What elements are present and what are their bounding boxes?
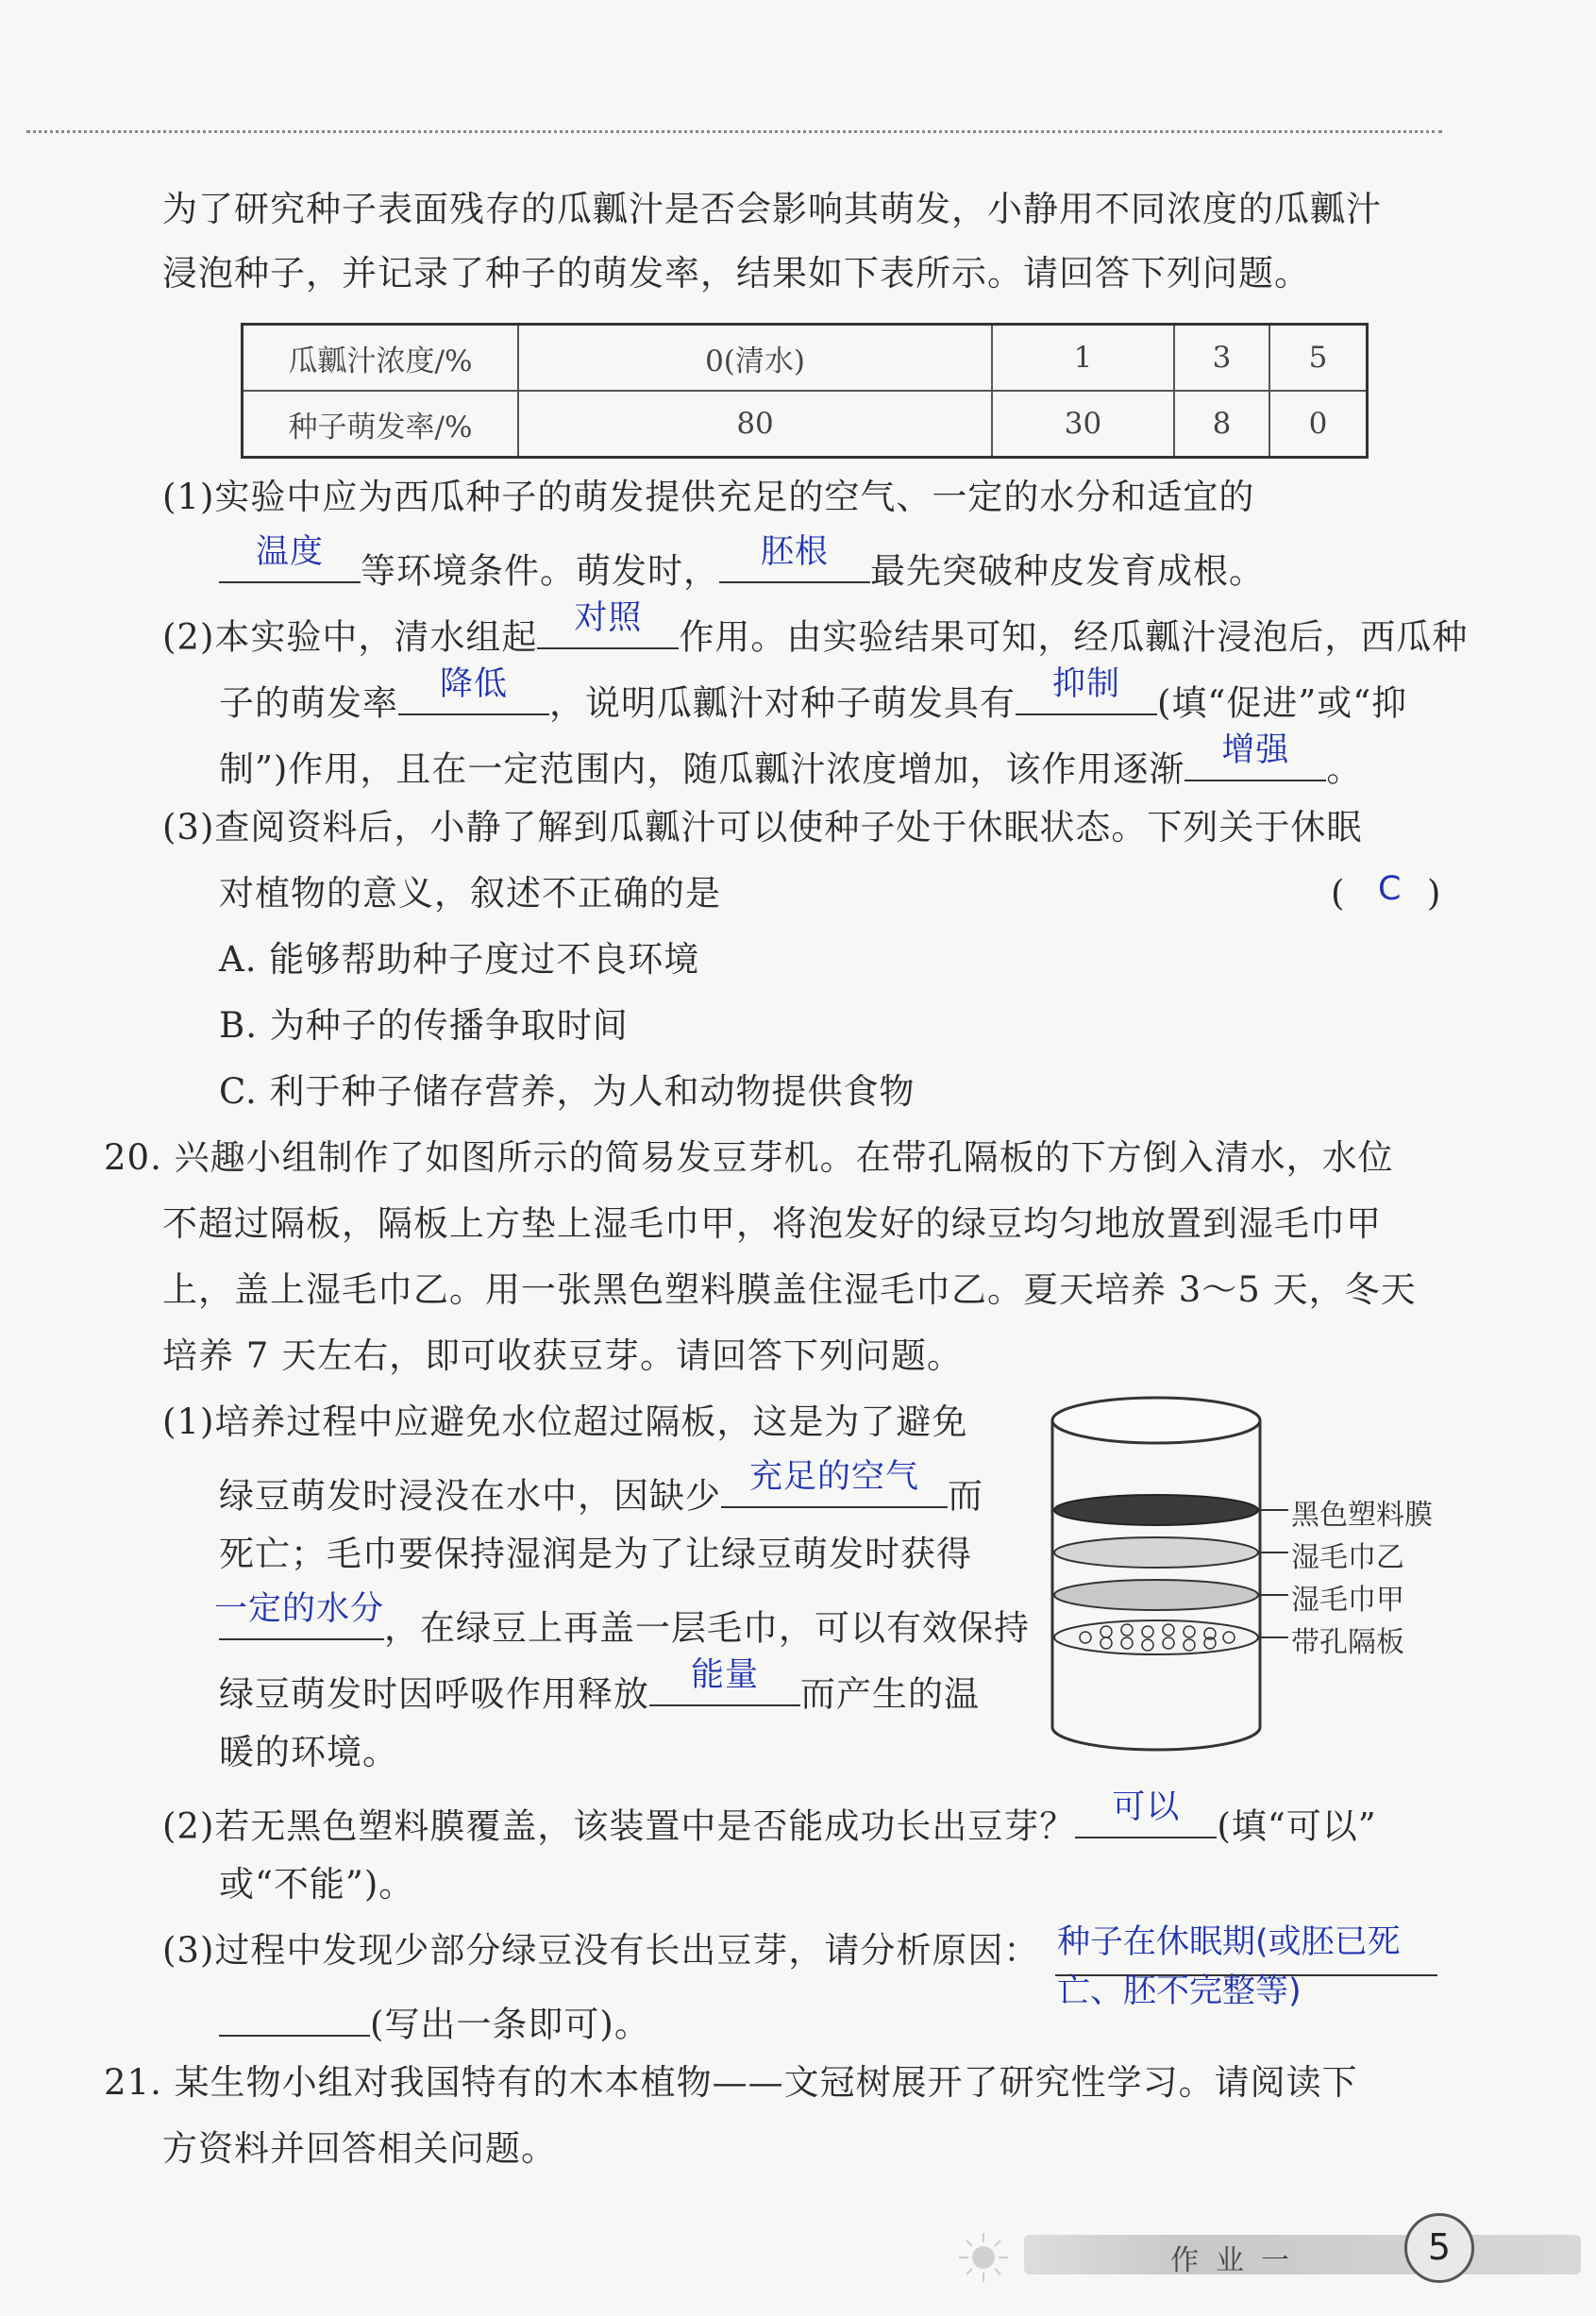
table-cell: 0(清水) xyxy=(518,325,992,392)
text-span: 而产生的温 xyxy=(800,1673,980,1715)
label-black-plastic-film: 黑色塑料膜 xyxy=(1291,1499,1433,1532)
answer-text: 增强 xyxy=(1221,730,1290,769)
text-span: (写出一条即可)。 xyxy=(370,2004,650,2045)
answer-blank[interactable] xyxy=(214,1589,385,1640)
q19-2-line-3 xyxy=(219,730,1363,791)
page-number: 5 xyxy=(1404,2213,1474,2283)
answer-blank[interactable] xyxy=(1184,730,1326,781)
text-span: 制”)作用，且在一定范围内，随瓜瓤汁浓度增加，该作用逐渐 xyxy=(219,748,1185,790)
sun-decoration-icon xyxy=(955,2229,1012,2286)
q20-stem-line-4: 培养 7 天左右，即可收获豆芽。请回答下列问题。 xyxy=(162,1335,964,1376)
answer-text: 可以 xyxy=(1112,1787,1181,1826)
answer-text: 抑制 xyxy=(1051,664,1120,703)
q21-stem-line-2: 方资料并回答相关问题。 xyxy=(162,2128,557,2169)
q20-3-line-1: (3)过程中发现少部分绿豆没有长出豆芽，请分析原因： xyxy=(162,1930,1040,1971)
label-perforated-board: 带孔隔板 xyxy=(1291,1626,1404,1659)
q19-1-line-1: (1)实验中应为西瓜种子的萌发提供充足的空气、一定的水分和适宜的 xyxy=(162,477,1255,517)
text-span: (填“可以” xyxy=(1217,1805,1377,1847)
answer-text: 胚根 xyxy=(760,532,829,571)
cylinder-bottom-rim xyxy=(1052,1727,1260,1750)
table-cell: 30 xyxy=(992,391,1174,458)
reason-answer-line-2: 亡、胚不完整等) xyxy=(1057,1972,1302,2010)
perforated-board xyxy=(1054,1620,1258,1654)
q20-2-line-1 xyxy=(162,1787,1377,1848)
table-header-cell: 瓜瓤汁浓度/% xyxy=(243,325,519,392)
q20-2-line-2: 或“不能”)。 xyxy=(219,1864,415,1905)
black-plastic-film xyxy=(1054,1495,1258,1525)
q19-3-line-1: (3)查阅资料后，小静了解到瓜瓤汁可以使种子处于休眠状态。下列关于休眠 xyxy=(162,807,1363,848)
q20-1-line-4 xyxy=(214,1589,1030,1650)
table-cell: 3 xyxy=(1174,325,1269,392)
germination-table xyxy=(241,323,1369,459)
sprout-machine-figure xyxy=(1048,1392,1265,1765)
answer-blank[interactable] xyxy=(537,598,679,649)
top-dotted-divider xyxy=(26,130,1442,133)
answer-blank[interactable] xyxy=(721,1457,948,1508)
text-span: (2)本实验中，清水组起 xyxy=(162,616,538,658)
answer-blank[interactable] xyxy=(1075,1787,1217,1838)
text-span: (2)若无黑色塑料膜覆盖，该装置中是否能成功长出豆芽？ xyxy=(162,1805,1076,1847)
text-span: 等环境条件。萌发时， xyxy=(361,550,719,592)
q19-2-line-1 xyxy=(162,598,1469,659)
footer-section-label: 作业一 xyxy=(1170,2244,1306,2277)
answer-blank[interactable] xyxy=(219,1996,370,2037)
text-span: 。 xyxy=(1326,748,1363,790)
q20-1-line-5 xyxy=(219,1655,980,1716)
text-span: ，说明瓜瓤汁对种子萌发具有 xyxy=(549,682,1016,724)
choice-answer: C xyxy=(1378,870,1402,908)
answer-text: 能量 xyxy=(690,1655,759,1694)
text-span: 最先突破种皮发育成根。 xyxy=(870,550,1265,592)
q19-2-line-2 xyxy=(219,664,1408,725)
paren-right: ) xyxy=(1427,873,1442,914)
q20-stem-line-1: 20. 兴趣小组制作了如图所示的简易发豆芽机。在带孔隔板的下方倒入清水，水位 xyxy=(104,1137,1394,1178)
q19-3-line-2: 对植物的意义，叙述不正确的是 xyxy=(219,873,721,914)
q20-3-line-2 xyxy=(219,1996,650,2046)
q21-stem-line-1: 21. 某生物小组对我国特有的木本植物——文冠树展开了研究性学习。请阅读下 xyxy=(104,2062,1358,2103)
wet-towel-b xyxy=(1054,1537,1258,1568)
text-span: (填“促进”或“抑 xyxy=(1157,682,1408,724)
table-cell: 1 xyxy=(992,325,1174,392)
intro-line-1: 为了研究种子表面残存的瓜瓤汁是否会影响其萌发，小静用不同浓度的瓜瓤汁 xyxy=(162,189,1382,229)
q19-1-line-2 xyxy=(219,532,1265,593)
answer-blank[interactable] xyxy=(1016,664,1157,715)
answer-blank[interactable] xyxy=(649,1655,800,1706)
answer-text: 对照 xyxy=(574,598,643,637)
label-wet-towel-a: 湿毛巾甲 xyxy=(1291,1584,1404,1617)
q20-1-line-1: (1)培养过程中应避免水位超过隔板，这是为了避免 xyxy=(162,1401,968,1442)
text-span: ，在绿豆上再盖一层毛巾，可以有效保持 xyxy=(384,1607,1030,1649)
wet-towel-a xyxy=(1054,1580,1258,1610)
table-cell: 0 xyxy=(1269,391,1367,458)
label-wet-towel-b: 湿毛巾乙 xyxy=(1291,1541,1404,1574)
intro-line-2: 浸泡种子，并记录了种子的萌发率，结果如下表所示。请回答下列问题。 xyxy=(162,253,1310,294)
table-cell: 8 xyxy=(1174,391,1269,458)
answer-blank[interactable] xyxy=(219,532,361,583)
text-span: 绿豆萌发时因呼吸作用释放 xyxy=(219,1673,649,1715)
figure-leader-lines xyxy=(1260,1486,1288,1675)
table-header-cell: 种子萌发率/% xyxy=(243,391,519,458)
reason-answer-line-1: 种子在休眠期(或胚已死 xyxy=(1057,1923,1401,1961)
q20-stem-line-2: 不超过隔板，隔板上方垫上湿毛巾甲，将泡发好的绿豆均匀地放置到湿毛巾甲 xyxy=(162,1203,1382,1244)
q20-1-line-6: 暖的环境。 xyxy=(219,1732,398,1772)
text-span: 而 xyxy=(948,1475,983,1517)
q20-1-line-2 xyxy=(219,1457,983,1518)
table-row xyxy=(243,325,1368,392)
table-cell: 80 xyxy=(518,391,992,458)
cylinder-top-rim xyxy=(1052,1398,1260,1443)
q20-1-line-3: 死亡；毛巾要保持湿润是为了让绿豆萌发时获得 xyxy=(219,1534,972,1574)
table-row xyxy=(243,391,1368,458)
paren-left: ( xyxy=(1331,873,1346,914)
answer-text: 降低 xyxy=(439,664,508,703)
text-span: 子的萌发率 xyxy=(219,682,398,724)
answer-text: 温度 xyxy=(255,532,324,571)
option-b: B. 为种子的传播争取时间 xyxy=(219,1005,629,1046)
answer-blank[interactable] xyxy=(398,664,549,715)
text-span: 绿豆萌发时浸没在水中，因缺少 xyxy=(219,1475,721,1517)
option-c: C. 利于种子储存营养，为人和动物提供食物 xyxy=(219,1071,916,1112)
q20-stem-line-3: 上，盖上湿毛巾乙。用一张黑色塑料膜盖住湿毛巾乙。夏天培养 3～5 天，冬天 xyxy=(162,1269,1417,1310)
text-span: 作用。由实验结果可知，经瓜瓤汁浸泡后，西瓜种 xyxy=(679,616,1469,658)
answer-text: 一定的水分 xyxy=(214,1589,385,1628)
table-cell: 5 xyxy=(1269,325,1367,392)
answer-blank[interactable] xyxy=(719,532,870,583)
option-a: A. 能够帮助种子度过不良环境 xyxy=(219,939,700,980)
answer-text: 充足的空气 xyxy=(748,1457,919,1496)
